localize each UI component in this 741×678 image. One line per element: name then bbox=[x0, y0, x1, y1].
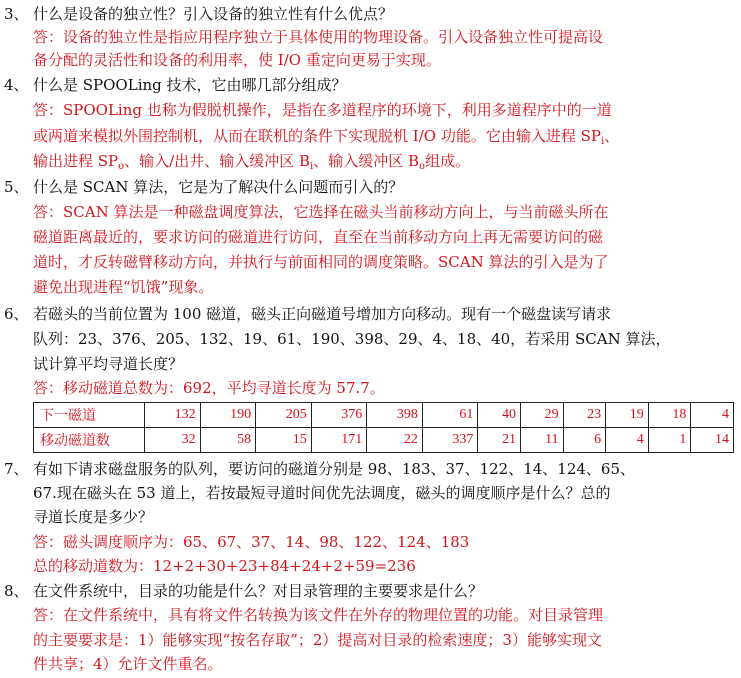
table-cell: 132 bbox=[145, 403, 201, 428]
q3-answer-line-2: 备分配的灵活性和设备的利用率，使 I/O 重定向更易于实现。 bbox=[33, 51, 441, 69]
q8-question: 在文件系统中，目录的功能是什么？对目录管理的主要要求是什么？ bbox=[33, 582, 484, 600]
q4-number: 4、 bbox=[4, 76, 29, 94]
q5-number: 5、 bbox=[4, 178, 29, 196]
q7-number: 7、 bbox=[4, 460, 29, 478]
table-cell: 23 bbox=[563, 403, 606, 428]
q5-answer-line-2: 磁道距离最近的，要求访问的磁道进行访问，直至在当前移动方向上再无需要访问的磁 bbox=[33, 228, 604, 246]
table-cell: 40 bbox=[478, 403, 521, 428]
q7-answer-line-1: 答：磁头调度顺序为：65、67、37、14、98、122、124、183 bbox=[33, 533, 470, 551]
q3-answer-line-1: 答：设备的独立性是指应用程序独立于具体使用的物理设备。引入设备独立性可提高设 bbox=[33, 28, 604, 46]
q6-question-line-1: 若磁头的当前位置为 100 磁道，磁头正向磁道号增加方向移动。现有一个磁盘读写请求 bbox=[33, 305, 612, 323]
table-cell: 14 bbox=[691, 428, 734, 453]
q3-question: 什么是设备的独立性？引入设备的独立性有什么优点？ bbox=[33, 5, 394, 23]
track-table bbox=[33, 402, 734, 453]
q4-question: 什么是 SPOOLing 技术，它由哪几部分组成？ bbox=[33, 76, 347, 94]
table-cell: 19 bbox=[606, 403, 649, 428]
table-cell: 6 bbox=[563, 428, 606, 453]
table-cell: 61 bbox=[422, 403, 478, 428]
table-cell: 171 bbox=[311, 428, 367, 453]
table-cell: 190 bbox=[200, 403, 256, 428]
table-cell: 32 bbox=[145, 428, 201, 453]
table-cell: 11 bbox=[520, 428, 563, 453]
q6-answer: 答：移动磁道总数为：692，平均寻道长度为 57.7。 bbox=[33, 379, 385, 397]
q6-question-line-3: 试计算平均寻道长度？ bbox=[33, 355, 184, 373]
q7-question-line-1: 有如下请求磁盘服务的队列，要访问的磁道分别是 98、183、37、122、14、124、65、 bbox=[33, 460, 636, 478]
table-cell: 205 bbox=[256, 403, 312, 428]
q8-answer-line-1: 答：在文件系统中，具有将文件名转换为该文件在外存的物理位置的功能。对目录管理 bbox=[33, 606, 604, 624]
q7-answer-line-2: 总的移动道数为：12+2+30+23+84+24+2+59=236 bbox=[33, 557, 416, 575]
q6-number: 6、 bbox=[4, 305, 29, 323]
q4-answer-line-3: 输出进程 $SP_o$、输入/出井、输入缓冲区 $B_i$、输入缓冲区 $B_o$组成。 bbox=[33, 152, 471, 172]
next-track-label: 下一磁道 bbox=[34, 403, 145, 428]
table-row bbox=[34, 428, 734, 453]
q4-answer-line-1: 答：SPOOLing 也称为假脱机操作，是指在多道程序的环境下，利用多道程序中的一道 bbox=[33, 101, 612, 119]
table-cell: 4 bbox=[691, 403, 734, 428]
table-cell: 4 bbox=[606, 428, 649, 453]
table-cell: 15 bbox=[256, 428, 312, 453]
table-cell: 21 bbox=[478, 428, 521, 453]
q5-answer-line-4: 避免出现进程“饥饿”现象。 bbox=[33, 278, 214, 296]
q5-answer-line-3: 道时，才反转磁臂移动方向，并执行与前面相同的调度策略。SCAN 算法的引入是为了 bbox=[33, 253, 609, 271]
table-cell: 18 bbox=[648, 403, 691, 428]
q6-question-line-2: 队列：23、376、205、132、19、61、190、398、29、4、18、40，若采用 SCAN 算法， bbox=[33, 330, 671, 348]
table-cell: 1 bbox=[648, 428, 691, 453]
moved-tracks-label: 移动磁道数 bbox=[34, 428, 145, 453]
table-cell: 22 bbox=[367, 428, 423, 453]
q5-answer-line-1: 答：SCAN 算法是一种磁盘调度算法，它选择在磁头当前移动方向上，与当前磁头所在 bbox=[33, 203, 609, 221]
table-cell: 376 bbox=[311, 403, 367, 428]
table-cell: 58 bbox=[200, 428, 256, 453]
q7-question-line-2: 67.现在磁头在 53 道上，若按最短寻道时间优先法调度，磁头的调度顺序是什么？总的 bbox=[33, 484, 611, 502]
table-cell: 337 bbox=[422, 428, 478, 453]
q8-number: 8、 bbox=[4, 582, 29, 600]
table-row bbox=[34, 403, 734, 428]
q8-answer-line-2: 的主要要求是：1）能够实现“按名存取”；2）提高对目录的检索速度；3）能够实现文 bbox=[33, 631, 602, 649]
q7-question-line-3: 寻道长度是多少？ bbox=[33, 508, 154, 526]
q8-answer-line-3: 件共享；4）允许文件重名。 bbox=[33, 655, 223, 673]
table-cell: 29 bbox=[520, 403, 563, 428]
q3-number: 3、 bbox=[4, 5, 29, 23]
q5-question: 什么是 SCAN 算法，它是为了解决什么问题而引入的？ bbox=[33, 178, 404, 196]
q4-answer-line-2: 或两道来模拟外围控制机，从而在联机的条件下实现脱机 I/O 功能。它由输入进程 $SP_i$、 bbox=[33, 127, 620, 147]
table-cell: 398 bbox=[367, 403, 423, 428]
